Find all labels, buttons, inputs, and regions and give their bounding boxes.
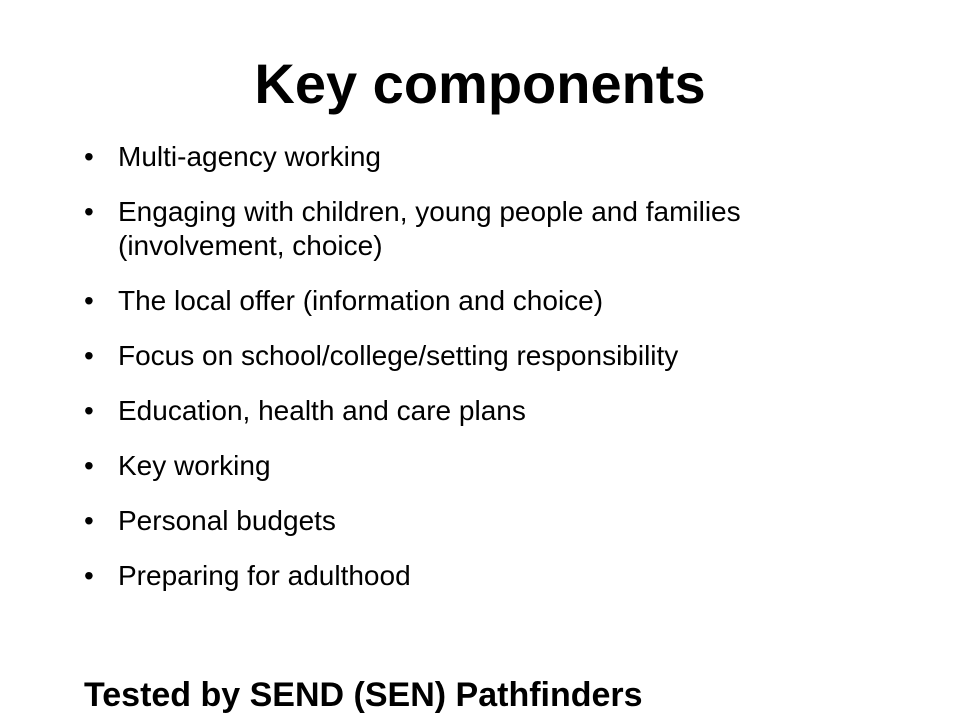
bullet-item: • Education, health and care plans	[84, 394, 904, 428]
bullet-list	[84, 140, 904, 614]
pathfinders-heading: Tested by SEND (SEN) Pathfinders	[84, 676, 643, 714]
bullet-item: • Preparing for adulthood	[84, 559, 904, 593]
bullet-item: • The local offer (information and choice)	[84, 284, 904, 318]
bullet-item: • Engaging with children, young people and families (involvement, choice)	[84, 195, 904, 263]
bullet-item: • Multi-agency working	[84, 140, 904, 174]
bullet-item: • Personal budgets	[84, 504, 904, 538]
bullet-item: • Key working	[84, 449, 904, 483]
slide-title: Key components	[254, 52, 706, 115]
bullet-item: • Focus on school/college/setting responsibility	[84, 339, 904, 373]
